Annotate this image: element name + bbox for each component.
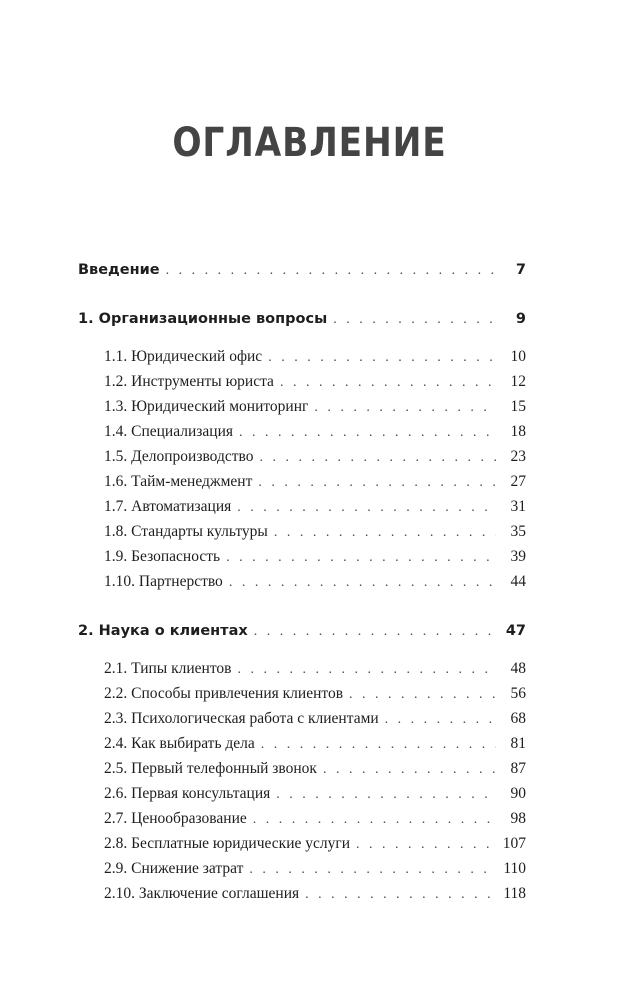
toc-subsection (78, 706, 526, 731)
toc-page-number: 18 (510, 423, 526, 440)
toc-subsection (78, 856, 526, 881)
toc-entry-label: 2.3. Психологическая работа с клиентами (104, 710, 379, 727)
toc-entry-label: 1.5. Делопроизводство (104, 448, 254, 465)
toc-entry-label: 1.6. Тайм-менеджмент (104, 473, 253, 490)
toc-subsection (78, 656, 526, 681)
toc-page-number: 47 (505, 623, 526, 639)
toc-page-number: 12 (510, 373, 526, 390)
dot-leader (229, 570, 496, 595)
toc-entry-label: 2.5. Первый телефонный звонок (104, 760, 317, 777)
toc-subsection (78, 831, 526, 856)
dot-leader (258, 470, 496, 495)
toc-entry-label: 1.10. Партнерство (104, 573, 223, 590)
toc-page-number: 118 (503, 885, 526, 902)
toc-entry-label: 2.2. Способы привлечения клиентов (104, 685, 344, 702)
toc-page-number: 87 (510, 760, 526, 777)
toc-entry-label: 1.8. Стандарты культуры (104, 523, 268, 540)
toc-page-number: 98 (510, 810, 526, 827)
toc-subsection (78, 806, 526, 831)
toc-entry-label: 2.7. Ценообразование (104, 810, 247, 827)
toc-page-number: 31 (510, 498, 526, 515)
toc-entry-label: 1.7. Автоматизация (104, 498, 232, 515)
dot-leader (333, 307, 496, 333)
toc-page-number: 39 (510, 548, 526, 565)
toc-page-number: 68 (510, 710, 526, 727)
toc-page-number: 107 (502, 835, 526, 852)
dot-leader (274, 520, 496, 545)
toc-entry-label: 2.10. Заключение соглашения (104, 885, 300, 902)
toc-entry-label: 2.6. Первая консультация (104, 785, 271, 802)
toc-page-number: 7 (515, 262, 526, 278)
toc-page-number: 48 (510, 660, 526, 677)
toc-page-number: 10 (510, 348, 526, 365)
toc-chapter (78, 306, 526, 332)
dot-leader (356, 832, 496, 857)
toc-entry-label: 2.4. Как выбирать дела (104, 735, 255, 752)
dot-leader (305, 882, 496, 907)
dot-leader (280, 370, 496, 395)
toc-subsection (78, 519, 526, 544)
toc-page-number: 23 (510, 448, 526, 465)
toc-chapter-label: 1. Организационные вопросы (78, 311, 328, 327)
toc-entry-label: 2.8. Бесплатные юридические услуги (104, 835, 351, 852)
toc-page-number: 27 (510, 473, 526, 490)
toc-subsection (78, 781, 526, 806)
toc-subsection (78, 419, 526, 444)
toc-subsection (78, 494, 526, 519)
toc-entry-label: 1.9. Безопасность (104, 548, 221, 565)
toc-entry-label: 2.9. Снижение затрат (104, 860, 244, 877)
spacer (78, 332, 526, 344)
dot-leader (276, 782, 496, 807)
toc-page-number: 110 (503, 860, 526, 877)
table-of-contents (78, 257, 526, 906)
dot-leader (261, 732, 496, 757)
toc-chapter-label: 2. Наука о клиентах (78, 623, 248, 639)
toc-page-number: 35 (510, 523, 526, 540)
toc-page-number: 81 (510, 735, 526, 752)
spacer (78, 644, 526, 656)
toc-subsection (78, 731, 526, 756)
dot-leader (385, 707, 496, 732)
toc-entry-label: 1.1. Юридический офис (104, 348, 263, 365)
dot-leader (226, 545, 496, 570)
toc-subsection-list (78, 344, 526, 594)
toc-entry-label: 1.3. Юридический мониторинг (104, 398, 309, 415)
toc-entry-intro (78, 257, 526, 283)
toc-subsection (78, 394, 526, 419)
toc-page-number: 56 (510, 685, 526, 702)
toc-subsection (78, 569, 526, 594)
spacer (78, 594, 526, 618)
toc-subsection (78, 544, 526, 569)
dot-leader (254, 619, 496, 645)
dot-leader (237, 657, 496, 682)
dot-leader (268, 345, 496, 370)
toc-entry-label: 1.4. Специализация (104, 423, 233, 440)
dot-leader (239, 420, 496, 445)
toc-subsection (78, 344, 526, 369)
toc-entry-label: Введение (78, 262, 160, 278)
dot-leader (323, 757, 496, 782)
dot-leader (259, 445, 496, 470)
page-title: ОГЛАВЛЕНИЕ (172, 120, 447, 166)
toc-page-number: 44 (510, 573, 526, 590)
toc-subsection (78, 681, 526, 706)
dot-leader (237, 495, 496, 520)
toc-page-number: 90 (510, 785, 526, 802)
toc-subsection-list (78, 656, 526, 906)
toc-chapter (78, 618, 526, 644)
toc-subsection (78, 881, 526, 906)
toc-subsection (78, 469, 526, 494)
dot-leader (253, 807, 496, 832)
dot-leader (249, 857, 496, 882)
toc-entry-label: 2.1. Типы клиентов (104, 660, 232, 677)
dot-leader (314, 395, 496, 420)
spacer (78, 283, 526, 306)
toc-page-number: 15 (510, 398, 526, 415)
toc-subsection (78, 444, 526, 469)
toc-subsection (78, 756, 526, 781)
toc-entry-label: 1.2. Инструменты юриста (104, 373, 274, 390)
toc-subsection (78, 369, 526, 394)
toc-page-number: 9 (515, 311, 526, 327)
dot-leader (349, 682, 496, 707)
dot-leader (166, 258, 496, 284)
